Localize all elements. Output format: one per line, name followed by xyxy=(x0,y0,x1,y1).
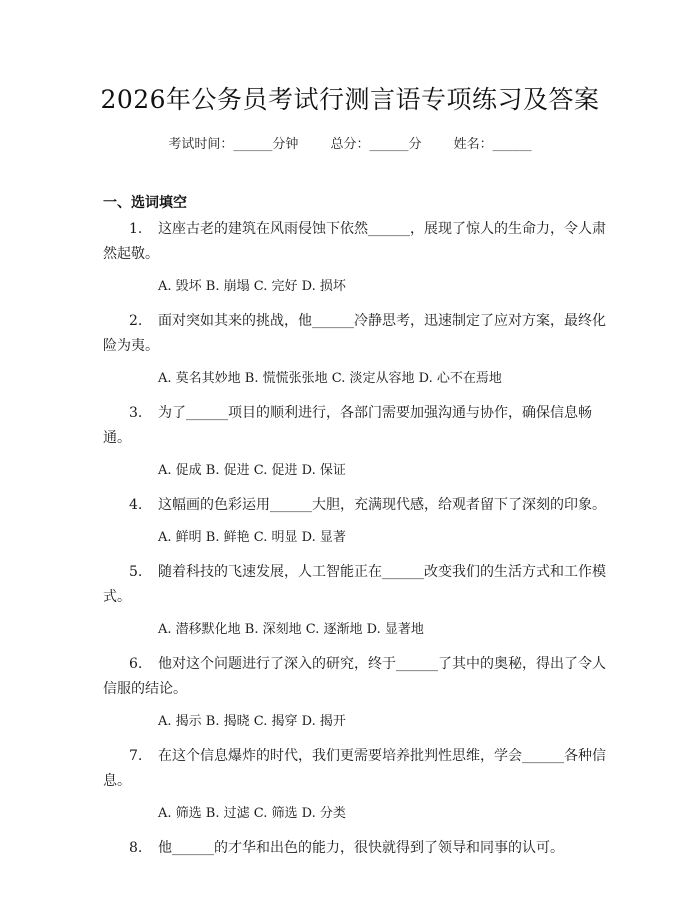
question xyxy=(103,493,606,549)
total-score: 总分：______分 xyxy=(330,137,422,152)
question-line-2: 然起敬。 xyxy=(103,246,159,262)
question-line-2: 通。 xyxy=(103,430,131,446)
question-options: A. 莫名其妙地 B. 慌慌张张地 C. 淡定从容地 D. 心不在焉地 xyxy=(158,371,502,386)
question-options: A. 揭示 B. 揭晓 C. 揭穿 D. 揭开 xyxy=(158,714,346,729)
question-number: 7. xyxy=(129,748,143,764)
question-options: A. 筛选 B. 过滤 C. 筛选 D. 分类 xyxy=(158,806,346,821)
question-stem: 随着科技的飞速发展，人工智能正在______改变我们的生活方式和工作模 xyxy=(158,564,606,580)
question-stem: 这幅画的色彩运用______大胆，充满现代感，给观者留下了深刻的印象。 xyxy=(158,497,606,513)
question-line-2: 信服的结论。 xyxy=(103,681,187,697)
page-title: 2026年公务员考试行测言语专项练习及答案 xyxy=(100,85,600,114)
question-line-1 xyxy=(103,309,606,334)
question-options: A. 毁坏 B. 崩塌 C. 完好 D. 损坏 xyxy=(158,279,346,294)
question-line-2: 险为夷。 xyxy=(103,338,159,354)
question-options: A. 促成 B. 促进 C. 促进 D. 保证 xyxy=(158,463,346,478)
question-number: 5. xyxy=(129,564,143,580)
question-options: A. 潜移默化地 B. 深刻地 C. 逐渐地 D. 显著地 xyxy=(158,622,424,637)
question xyxy=(103,836,600,861)
question-line-1 xyxy=(103,652,606,677)
question-text xyxy=(103,560,606,610)
question xyxy=(103,217,606,298)
question-text xyxy=(103,217,606,267)
question-stem: 为了______项目的顺利进行，各部门需要加强沟通与协作，确保信息畅 xyxy=(158,405,592,421)
question-list xyxy=(103,217,606,861)
question-number: 8. xyxy=(129,840,143,856)
question-stem: 他______的才华和出色的能力，很快就得到了领导和同事的认可。 xyxy=(158,840,564,856)
question-line-1 xyxy=(103,836,600,861)
exam-time: 考试时间：______分钟 xyxy=(168,137,299,152)
question-line-2: 息。 xyxy=(103,773,131,789)
question-line-2: 式。 xyxy=(103,589,131,605)
question xyxy=(103,309,606,390)
question-stem: 他对这个问题进行了深入的研究，终于______了其中的奥秘，得出了令人 xyxy=(158,656,606,672)
question-number: 4. xyxy=(129,497,143,513)
exam-meta xyxy=(0,133,700,152)
question-line-1 xyxy=(103,560,606,585)
question-stem: 在这个信息爆炸的时代，我们更需要培养批判性思维，学会______各种信 xyxy=(158,748,606,764)
question-line-1 xyxy=(103,217,606,242)
question xyxy=(103,744,606,825)
question xyxy=(103,560,606,641)
question-line-1 xyxy=(103,493,606,518)
question-text xyxy=(103,744,606,794)
question-number: 6. xyxy=(129,656,143,672)
question-text xyxy=(103,401,600,451)
question-number: 3. xyxy=(129,405,143,421)
student-name: 姓名：______ xyxy=(453,137,532,152)
question-text xyxy=(103,309,606,359)
question-options: A. 鲜明 B. 鲜艳 C. 明显 D. 显著 xyxy=(158,530,346,545)
question xyxy=(103,401,600,482)
question-line-1 xyxy=(103,401,600,426)
section-title: 一、选词填空 xyxy=(103,195,187,211)
question-line-1 xyxy=(103,744,606,769)
question-text xyxy=(103,836,600,861)
question-text xyxy=(103,493,606,518)
question-stem: 面对突如其来的挑战，他______冷静思考，迅速制定了应对方案，最终化 xyxy=(158,313,606,329)
question xyxy=(103,652,606,733)
question-text xyxy=(103,652,606,702)
question-number: 1. xyxy=(129,221,143,237)
question-stem: 这座古老的建筑在风雨侵蚀下依然______，展现了惊人的生命力，令人肃 xyxy=(158,221,606,237)
question-number: 2. xyxy=(129,313,143,329)
